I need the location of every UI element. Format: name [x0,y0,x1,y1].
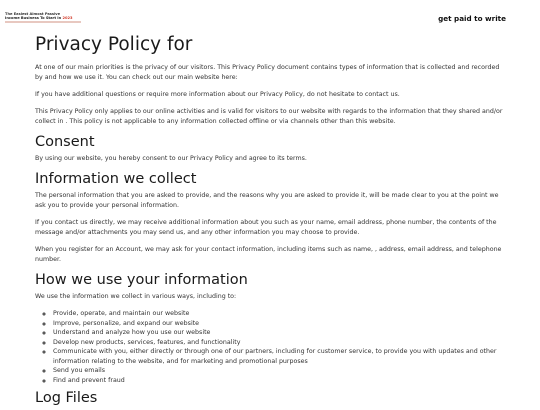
get-paid-to-write-link[interactable]: get paid to write [438,14,506,23]
logo-line-2 [5,16,83,20]
how-we-use-heading: How we use your information [35,272,248,288]
intro-paragraph: At one of our main priorities is the privacy of our visitors. This Privacy Policy document contains types of information that is collected and recorded by and how we use it. You can check out our main website here: [35,64,500,81]
page-title: Privacy Policy for [35,34,193,55]
info-collect-paragraph: When you register for an Account, we may ask for your contact information, including items such as name, , address, email address, and telephone number. [35,246,502,263]
how-we-use-intro: We use the information we collect in various ways, including to: [35,293,237,300]
site-logo[interactable] [5,12,83,26]
list-item: ◦ Develop new products, services, features, and functionality [53,338,505,348]
intro-paragraph: If you have additional questions or require more information about our Privacy Policy, do not hesitate to contact us. [35,91,400,98]
info-collect-paragraph: The personal information that you are asked to provide, and the reasons why you are asked to provide it, will be made clear to you at the point we ask you to provide your personal information. [35,192,499,209]
how-we-use-list [35,309,505,385]
list-item: ◦ Communicate with you, either directly or through one of our partners, including for customer service, to provide you with updates and other information relating to the website, and for marketing and promotional purposes [53,347,505,366]
logo-year: 2023 [62,16,73,21]
logo-line-2-text: Income Business To Start In [5,16,62,21]
logo-underline [5,21,81,23]
info-collect-paragraph: If you contact us directly, we may receive additional information about you such as your name, email address, phone number, the contents of the message and/or attachments you may send us, and any other information you may choose to provide. [35,219,497,236]
list-item: ◦ Find and prevent fraud [53,376,505,386]
list-item: ◦ Improve, personalize, and expand our website [53,319,505,329]
site-header [0,0,540,34]
logo-line-1: The Easiest Almost Passive [5,12,61,16]
consent-heading: Consent [35,134,95,150]
list-item: ◦ Provide, operate, and maintain our website [53,309,505,319]
consent-text: By using our website, you hereby consent to our Privacy Policy and agree to its terms. [35,155,307,162]
info-collect-heading: Information we collect [35,171,197,187]
list-item: ◦ Send you emails [53,366,505,376]
list-item: ◦ Understand and analyze how you use our website [53,328,505,338]
intro-paragraph: This Privacy Policy only applies to our online activities and is valid for visitors to our website with regards to the information that they shared and/or collect in . This policy is not applicable to any information collected offline or via channels other than this website. [35,108,503,125]
policy-content [35,34,505,410]
log-files-heading: Log Files [35,390,98,406]
